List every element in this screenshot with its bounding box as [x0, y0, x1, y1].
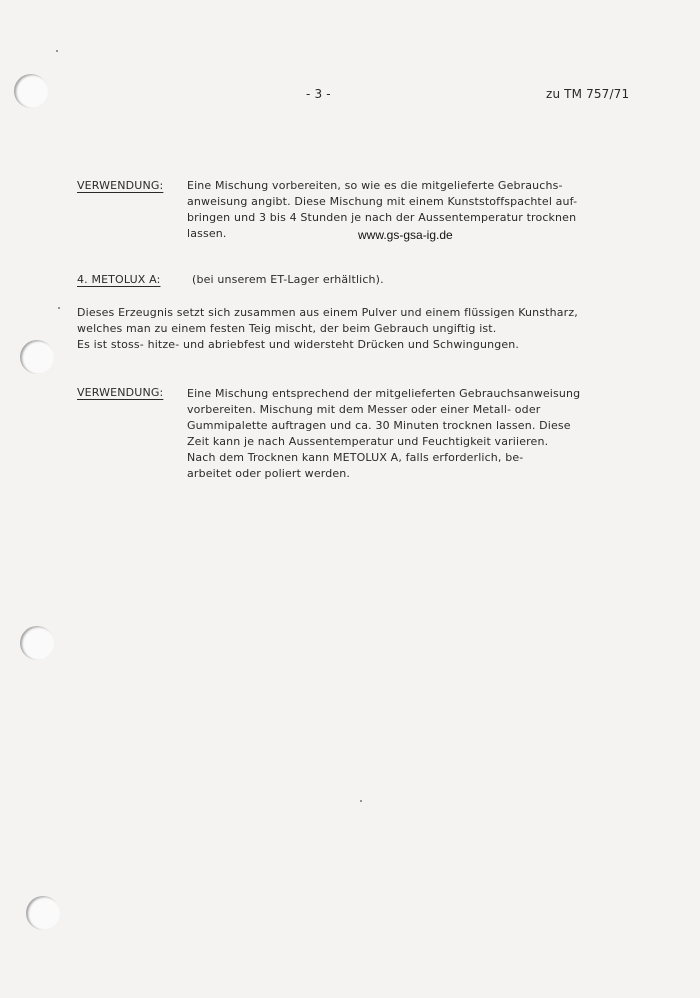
- product-heading-note: (bei unserem ET-Lager erhältlich).: [192, 273, 384, 286]
- usage-label: VERWENDUNG:: [77, 179, 164, 192]
- product-heading: 4. METOLUX A:: [77, 273, 161, 286]
- paper-speck: [56, 50, 58, 52]
- usage-text-line: Eine Mischung vorbereiten, so wie es die mitgelieferte Gebrauchs-: [187, 179, 563, 192]
- punch-hole: [20, 340, 54, 374]
- usage-text-line: lassen.: [187, 227, 227, 240]
- product-description-line: Dieses Erzeugnis setzt sich zusammen aus einem Pulver und einem flüssigen Kunstharz,: [77, 306, 578, 319]
- usage-text-line: Nach dem Trocknen kann METOLUX A, falls erforderlich, be-: [187, 451, 524, 464]
- usage-text-line: Eine Mischung entsprechend der mitgelieferten Gebrauchsanweisung: [187, 387, 581, 400]
- usage-text-line: anweisung angibt. Diese Mischung mit einem Kunststoffspachtel auf-: [187, 195, 578, 208]
- paper-speck: [360, 800, 362, 802]
- usage-label: VERWENDUNG:: [77, 386, 164, 399]
- usage-text-line: Zeit kann je nach Aussentemperatur und Feuchtigkeit variieren.: [187, 435, 549, 448]
- page-number: - 3 -: [306, 87, 331, 101]
- punch-hole: [20, 626, 54, 660]
- usage-text-line: vorbereiten. Mischung mit dem Messer oder einer Metall- oder: [187, 403, 541, 416]
- usage-text-line: arbeitet oder poliert werden.: [187, 467, 351, 480]
- punch-hole: [14, 74, 48, 108]
- document-reference: zu TM 757/71: [546, 87, 630, 101]
- product-description-line: welches man zu einem festen Teig mischt, der beim Gebrauch ungiftig ist.: [77, 322, 497, 335]
- paper-speck: [58, 307, 60, 309]
- website-watermark: www.gs-gsa-ig.de: [358, 228, 453, 242]
- product-description-line: Es ist stoss- hitze- und abriebfest und widersteht Drücken und Schwingungen.: [77, 338, 520, 351]
- usage-text-line: bringen und 3 bis 4 Stunden je nach der Aussentemperatur trocknen: [187, 211, 577, 224]
- punch-hole: [26, 896, 60, 930]
- usage-text-line: Gummipalette auftragen und ca. 30 Minuten trocknen lassen. Diese: [187, 419, 571, 432]
